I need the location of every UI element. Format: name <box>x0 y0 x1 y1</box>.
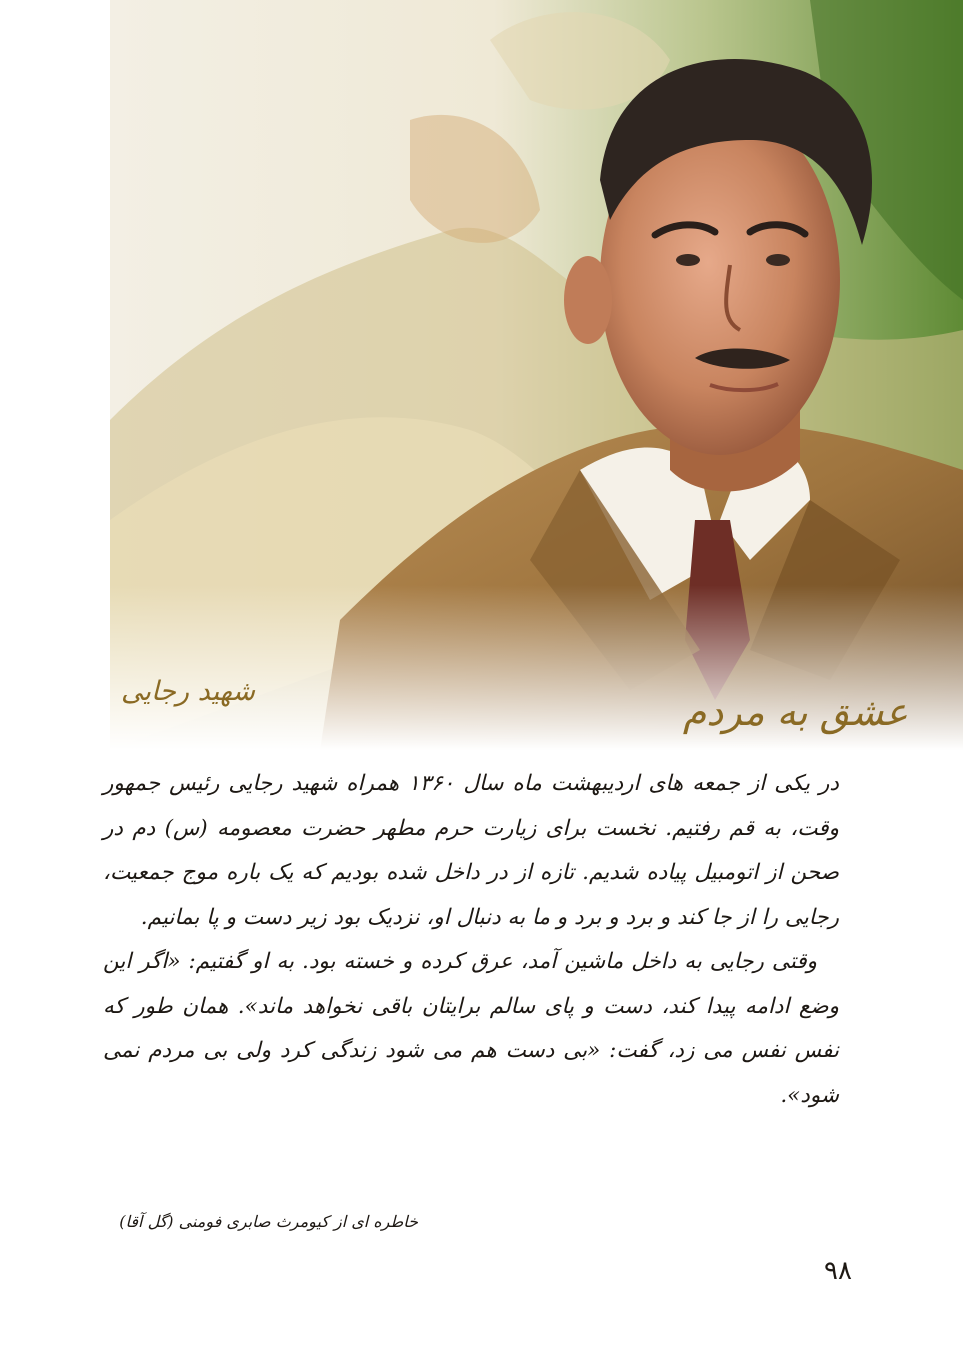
portrait-caption: شهید رجایی <box>121 676 255 707</box>
source-credit: خاطره ای از کیومرث صابری فومنی (گل آقا) <box>119 1212 418 1231</box>
page-number: ۹۸ <box>824 1256 852 1286</box>
portrait-painting <box>110 0 963 750</box>
memoir-text <box>103 762 839 1118</box>
section-title: عشق به مردم <box>682 690 908 734</box>
paragraph: وقتی رجایی به داخل ماشین آمد، عرق کرده و خسته بود. به او گفتیم: «اگر این وضع ادامه پیدا کند، دست و پای سالم برایتان باقی نخواهد ماند». همان طور که نفس نفس می زد، گفت: «بی دست هم می شود زندگی کرد ولی بی مردم نمی شود». <box>103 949 839 1108</box>
paragraph: در یکی از جمعه های اردیبهشت ماه سال ۱۳۶۰ همراه شهید رجایی رئیس جمهور وقت، به قم رفتیم. نخست برای زیارت حرم مطهر حضرت معصومه (س) دم در صحن از اتومبیل پیاده شدیم. تازه از در داخل شده بودیم که یک باره موج جمعیت، رجایی را از جا کند و برد و برد و ما به دنبال او، نزدیک بود زیر دست و پا بمانیم. <box>103 771 839 930</box>
